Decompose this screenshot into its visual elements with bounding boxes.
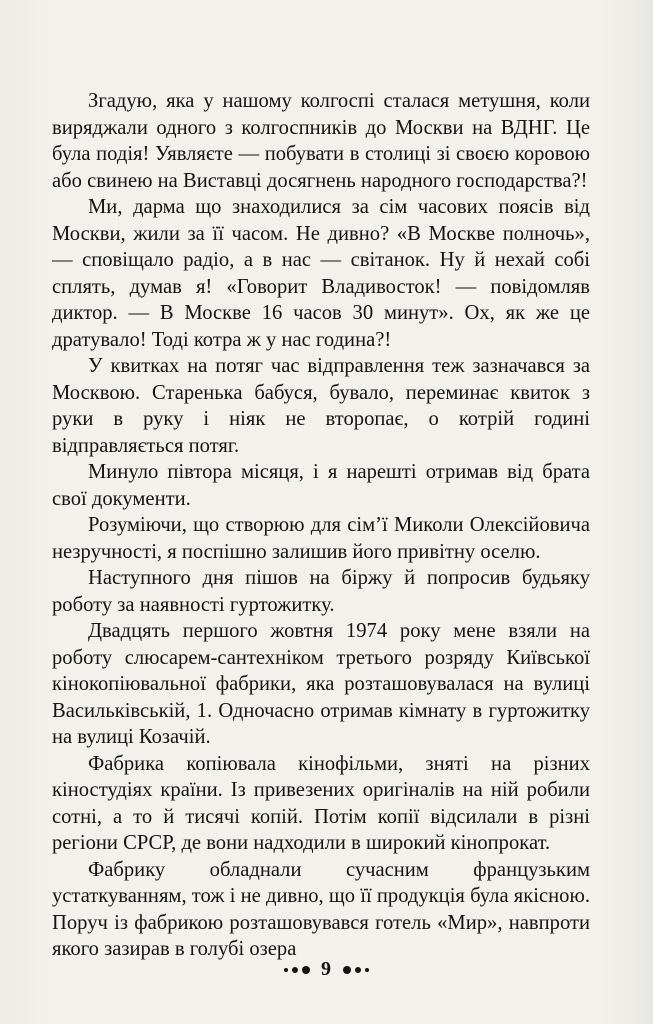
ornament-dot-icon xyxy=(355,967,361,973)
paragraph: Минуло півтора місяця, і я нарешті отримав від брата свої документи. xyxy=(52,461,590,510)
page-number: 9 xyxy=(321,958,332,980)
paragraph: Згадую, яка у нашому колгоспі сталася метушня, коли виряджали одного з колгоспників до Москви на ВДНГ. Це була подія! Уявляєте — побувати в столиці зі своєю коровою або свинею на Виставці досягнень народного господарства?! xyxy=(52,90,590,192)
paragraph: Двадцять першого жовтня 1974 року мене взяли на роботу слюсарем-сантехніком третього розряду Київської кінокопіювальної фабрики, яка розташовувалася на вулиці Васильківській, 1. Одночасно отримав кімнату в гуртожитку на вулиці Козачій. xyxy=(52,620,590,748)
paragraph: Розуміючи, що створюю для сім’ї Миколи Олексійовича незручності, я поспішно залишив його привітну оселю. xyxy=(52,514,590,563)
paragraph: Наступного дня пішов на біржу й попросив будьяку роботу за наявності гуртожитку. xyxy=(52,567,590,616)
ornament-dot-icon xyxy=(302,966,310,974)
ornament-dot-icon xyxy=(284,968,288,972)
ornament-dot-icon xyxy=(365,968,369,972)
ornament-dot-icon xyxy=(343,966,351,974)
page-footer xyxy=(0,958,653,981)
body-text xyxy=(52,88,590,963)
ornament-dot-icon xyxy=(292,967,298,973)
paragraph: У квитках на потяг час відправлення теж зазначався за Москвою. Старенька бабуся, бувало, переминає квиток з руки в руку і ніяк не второпає, о котрій годині відправляється потяг. xyxy=(52,355,590,457)
paragraph: Фабрику обладнали сучасним французьким устаткуванням, тож і не дивно, що її продукція була якісною. Поруч із фабрикою розташовувався готель «Мир», навпроти якого зазирав в голубі озера xyxy=(52,858,590,960)
paragraph: Ми, дарма що знаходилися за сім часових поясів від Москви, жили за її часом. Не дивно? «В Москве полночь», — сповіщало радіо, а в нас — світанок. Ну й нехай собі сплять, думав я! «Говорит Владивосток! — повідомляв диктор. — В Москве 16 часов 30 минут». Ох, як же це дратувало! Тоді котра ж у нас година?! xyxy=(52,196,590,351)
paragraph: Фабрика копіювала кінофільми, зняті на різних кіностудіях країни. Із привезених оригіналів на ній робили сотні, а то й тисячі копій. Потім копії відсилали в різні регіони СРСР, де вони надходили в широкий кінопрокат. xyxy=(52,752,590,854)
